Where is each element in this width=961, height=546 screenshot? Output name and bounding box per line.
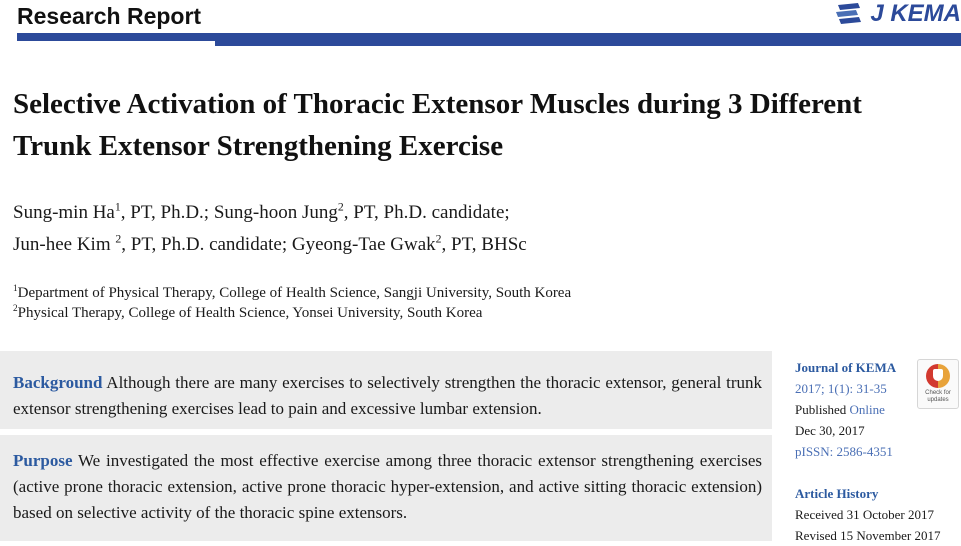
author-suffix: , PT, BHSc	[441, 234, 527, 255]
article-title	[13, 83, 933, 167]
background-label: Background	[13, 373, 103, 392]
book-stack-icon	[834, 1, 864, 27]
abstract-background	[0, 351, 772, 429]
author-affiliation: 2	[435, 232, 442, 246]
article-history-heading: Article History	[795, 486, 879, 501]
journal-logo[interactable]	[834, 0, 961, 28]
issn: pISSN: 2586-4351	[795, 444, 893, 459]
affiliation-list	[13, 283, 913, 323]
author-suffix: , PT, Ph.D. candidate;	[121, 234, 292, 255]
author-affiliation: 2	[337, 200, 344, 214]
author-line-1	[13, 197, 913, 229]
author-name: Sung-min Ha	[13, 202, 115, 223]
journal-logo-text: J KEMA	[870, 0, 961, 27]
check-updates-icon	[926, 364, 950, 388]
affiliation-item: $^2$Physical Therapy, College of Health Science, Yonsei University, South Korea	[13, 304, 483, 321]
author-affiliation: 1	[114, 200, 121, 214]
section-label: Research Report	[17, 3, 202, 29]
author-name: Sung-hoon Jung	[213, 202, 338, 223]
revised-date: Revised 15 November 2017	[795, 528, 941, 543]
check-for-updates-badge[interactable]: Check for updates	[917, 359, 959, 409]
published-date: Dec 30, 2017	[795, 423, 865, 438]
header-rule-left	[17, 35, 215, 41]
purpose-text: We investigated the most effective exercise among three thoracic extensor strengthening exercises (active prone thoracic extension, active prone thoracic hyper-extension, and active sitting thoracic extension) based on selective activity of the thoracic spine extensors.	[13, 451, 762, 522]
author-list	[13, 197, 913, 261]
published-status: Published Online	[795, 402, 885, 417]
author-name: Jun-hee Kim	[13, 234, 116, 255]
background-text: Although there are many exercises to selectively strengthen the thoracic extensor, general trunk extensor strengthening exercises lead to pain and excessive lumbar extension.	[13, 373, 762, 418]
purpose-label: Purpose	[13, 451, 73, 470]
title-line-1: Selective Activation of Thoracic Extensor Muscles during 3 Different	[13, 88, 862, 120]
header-rule-thick	[215, 35, 961, 46]
title-line-2: Trunk Extensor Strengthening Exercise	[13, 130, 504, 162]
author-line-2	[13, 229, 913, 261]
abstract-purpose	[0, 435, 772, 541]
author-name: Gyeong-Tae Gwak	[291, 234, 436, 255]
journal-name[interactable]: Journal of KEMA	[795, 360, 897, 375]
author-suffix: , PT, Ph.D. candidate;	[343, 202, 510, 223]
author-suffix: , PT, Ph.D.;	[120, 202, 214, 223]
journal-volume[interactable]: 2017; 1(1): 31-35	[795, 381, 887, 396]
affiliation-item: $^1$Department of Physical Therapy, College of Health Science, Sangji University, South Korea	[13, 284, 572, 301]
author-affiliation: 2	[115, 232, 122, 246]
received-date: Received 31 October 2017	[795, 507, 934, 522]
